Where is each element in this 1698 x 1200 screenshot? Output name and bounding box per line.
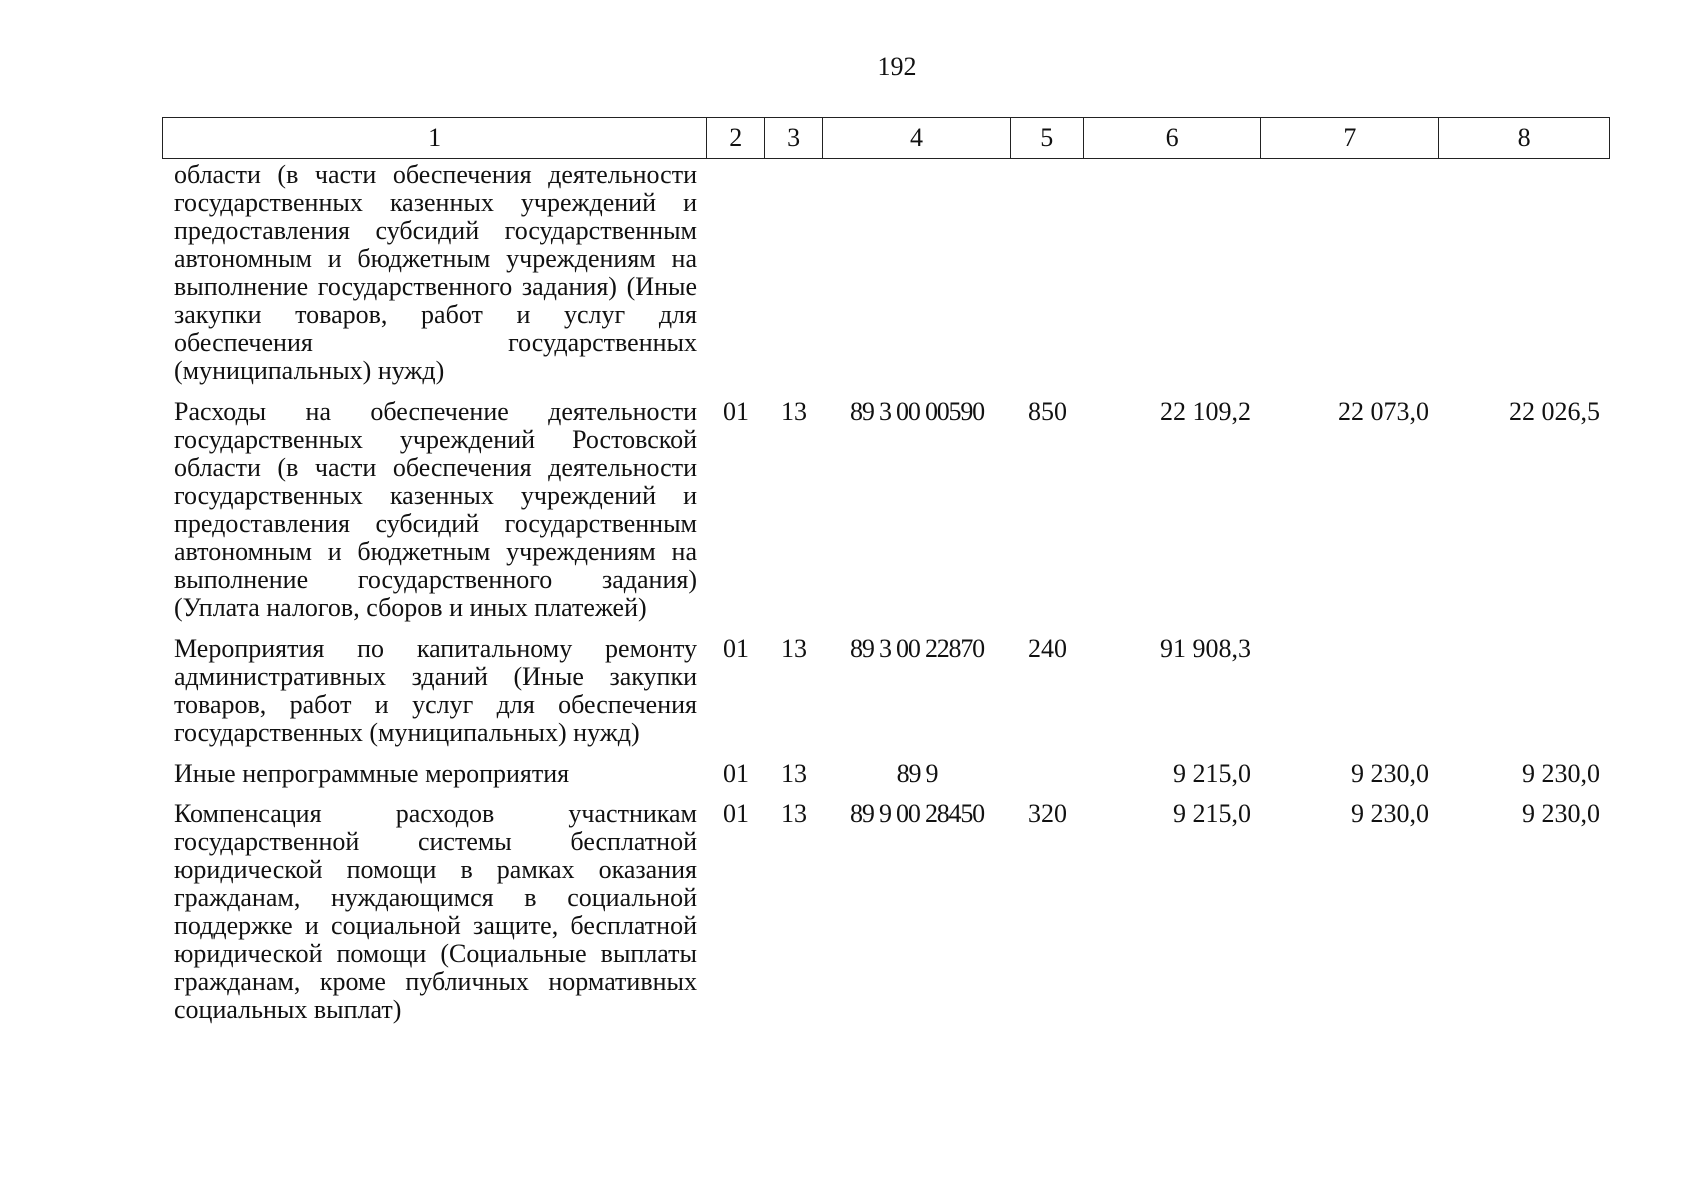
- row-amount-year-1: 91 908,3: [1160, 634, 1251, 663]
- header-col-1: 1: [163, 118, 707, 158]
- row-target-code: 89 3 00 22870: [850, 634, 984, 663]
- row-amount-year-3: 9 230,0: [1522, 759, 1600, 788]
- row-subsection: 13: [781, 634, 807, 663]
- table-row: [162, 760, 1610, 788]
- row-amount-year-1: [1084, 161, 1262, 385]
- table-row: [162, 161, 1610, 385]
- row-amount-year-1: 9 215,0: [1173, 759, 1251, 788]
- row-amount-year-1: 22 109,2: [1160, 397, 1251, 426]
- row-expense-type: 320: [1028, 799, 1067, 828]
- row-expense-type: 240: [1028, 634, 1067, 663]
- row-description: Мероприятия по капитальному ремонту административных зданий (Иные закупки товаров, работ и услуг для обеспечения государственных (муниципальных) нужд): [174, 634, 697, 747]
- row-subsection: [765, 161, 823, 385]
- table-row: [162, 635, 1610, 747]
- page-number: 192: [877, 52, 917, 81]
- row-amount-year-1: 9 215,0: [1173, 799, 1251, 828]
- header-col-8: 8: [1517, 123, 1531, 152]
- row-description: области (в части обеспечения деятельности государственных казенных учреждений и предоставления субсидий государственным автономным и бюджетным учреждениям на выполнение государственного задания) (Иные закупки товаров, работ и услуг для обеспечения государственных (муниципальных) нужд): [174, 160, 697, 385]
- row-section: 01: [723, 397, 749, 426]
- row-target-code: 89 9: [896, 759, 938, 788]
- row-amount-year-2: [1262, 635, 1440, 747]
- row-amount-year-2: 9 230,0: [1351, 799, 1429, 828]
- row-subsection: 13: [781, 397, 807, 426]
- row-section: 01: [723, 799, 749, 828]
- row-expense-type: [1011, 161, 1084, 385]
- header-col-5: 5: [1011, 118, 1084, 158]
- row-section: [707, 161, 765, 385]
- row-amount-year-2: [1262, 161, 1440, 385]
- row-subsection: 13: [781, 799, 807, 828]
- header-col-2: 2: [707, 118, 765, 158]
- row-target-code: [823, 161, 1011, 385]
- row-expense-type: 850: [1028, 397, 1067, 426]
- row-amount-year-3: 9 230,0: [1522, 799, 1600, 828]
- row-description: Иные непрограммные мероприятия: [174, 759, 570, 788]
- header-col-6: 6: [1084, 118, 1262, 158]
- row-target-code: 89 9 00 28450: [850, 799, 984, 828]
- header-col-7: 7: [1261, 118, 1439, 158]
- row-amount-year-3: 22 026,5: [1509, 397, 1600, 426]
- row-section: 01: [723, 759, 749, 788]
- row-amount-year-3: [1440, 635, 1610, 747]
- header-col-3: 3: [765, 118, 823, 158]
- row-amount-year-2: 9 230,0: [1351, 759, 1429, 788]
- table-header: [162, 117, 1610, 159]
- table-row: [162, 800, 1610, 1024]
- row-amount-year-3: [1440, 161, 1610, 385]
- row-description: Расходы на обеспечение деятельности государственных учреждений Ростовской области (в части обеспечения деятельности государственных казенных учреждений и предоставления субсидий государственным автономным и бюджетным учреждениям на выполнение государственного задания) (Уплата налогов, сборов и иных платежей): [174, 397, 697, 622]
- row-amount-year-2: 22 073,0: [1338, 397, 1429, 426]
- header-col-4: 4: [823, 118, 1011, 158]
- row-subsection: 13: [781, 759, 807, 788]
- row-section: 01: [723, 634, 749, 663]
- table-row: [162, 398, 1610, 622]
- row-target-code: 89 3 00 00590: [850, 397, 984, 426]
- row-description: Компенсация расходов участникам государственной системы бесплатной юридической помощи в рамках оказания гражданам, нуждающимся в социальной поддержке и социальной защите, бесплатной юридической помощи (Социальные выплаты гражданам, кроме публичных нормативных социальных выплат): [174, 799, 697, 1024]
- budget-table: [162, 117, 1610, 1024]
- row-expense-type: [1011, 760, 1084, 788]
